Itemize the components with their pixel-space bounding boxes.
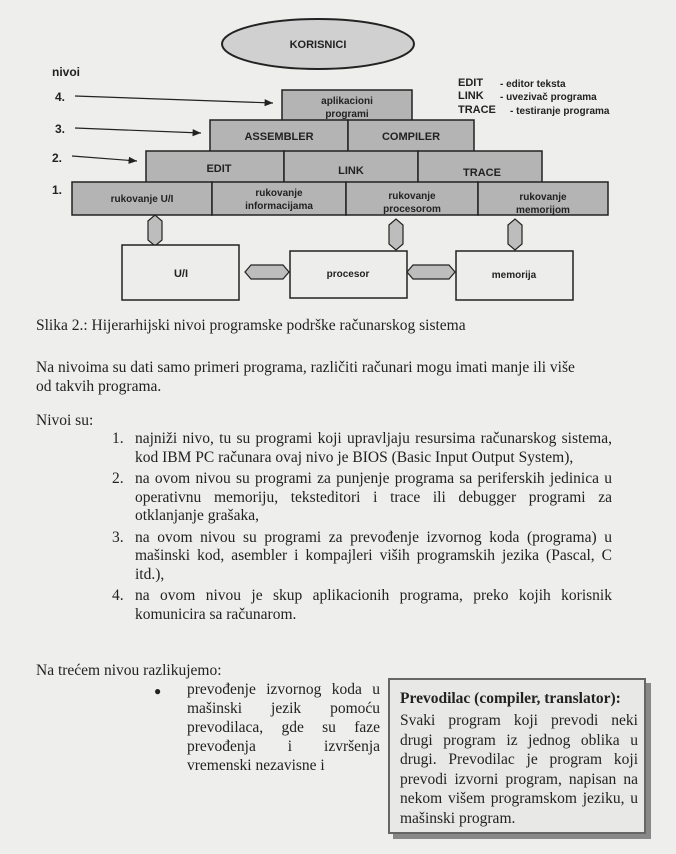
level-number-4: 4. (55, 90, 66, 104)
levels-axis-label: nivoi (52, 65, 81, 79)
definition-box (388, 678, 646, 834)
list-item-number: 4. (112, 587, 124, 604)
level-3-arrow (75, 128, 201, 133)
intro-line-1: Na nivoima su dati samo primeri programa, različiti računari mogu imati manje ili više (36, 359, 575, 376)
connector-io-vertical (148, 215, 162, 246)
level-4-arrow (75, 96, 273, 103)
level-number-1: 1. (52, 183, 63, 197)
legend-code-edit: EDIT (458, 77, 484, 89)
list-item (112, 470, 612, 526)
box-info-handling-line2: informacijama (245, 201, 313, 212)
box-application-programs-line1: aplikacioni (321, 96, 373, 107)
connector-io-processor (245, 265, 289, 279)
levels-list (112, 430, 612, 627)
definition-title: Prevodilac (compiler, translator): (400, 690, 621, 707)
box-processor-handling-line1: rukovanje (388, 191, 436, 202)
box-memory-handling-line1: rukovanje (519, 192, 567, 203)
level-2-arrow (72, 156, 137, 161)
box-compiler-label: COMPILER (381, 131, 441, 143)
level-number-2: 2. (52, 151, 63, 165)
level-number-3: 3. (55, 122, 66, 136)
list-item-text: na ovom nivou je skup aplikacionih programa, preko kojih korisnik komunicira sa računarom. (135, 587, 612, 623)
box-trace-label: TRACE (463, 167, 501, 179)
third-level-heading: Na trećem nivou razlikujemo: (36, 662, 222, 679)
list-item (112, 430, 612, 467)
levels-heading: Nivoi su: (36, 412, 94, 429)
definition-body: Svaki program koji prevodi neki drugi program iz jednog oblika u drugi. Prevodilac je program koji prevodi izvorni program, napisan na nekom višem programskom jeziku, u mašinski program. (400, 712, 638, 827)
legend-desc-edit: - editor teksta (500, 79, 566, 90)
box-io-handling-label: rukovanje U/I (110, 194, 174, 205)
box-memory-handling-line2: memorijom (516, 205, 570, 216)
legend-code-trace: TRACE (458, 104, 496, 116)
legend-desc-link: - uvezivač programa (500, 92, 597, 103)
list-item (112, 587, 612, 624)
connector-processor-memory (407, 265, 455, 279)
box-assembler-label: ASSEMBLER (244, 131, 314, 143)
list-item (112, 529, 612, 585)
list-item-text: na ovom nivou su programi za punjenje programa sa periferskih jedinica u operativnu memoriju, teksteditori i trace ili debugger programi za otklanjanje grašaka, (135, 470, 612, 524)
hw-box-processor-label: procesor (326, 269, 370, 280)
legend-desc-trace: - testiranje programa (510, 106, 610, 117)
list-item-number: 3. (112, 528, 124, 546)
intro-line-2: od takvih programa. (36, 378, 162, 395)
connector-memory-vertical (508, 219, 522, 250)
figure-caption: Slika 2.: Hijerarhijski nivoi programske podrške računarskog sistema (36, 317, 466, 334)
hw-box-memory-label: memorija (491, 270, 537, 281)
connector-processor-vertical (389, 219, 403, 250)
box-link-label: LINK (338, 165, 364, 177)
legend-code-link: LINK (458, 90, 484, 102)
box-processor-handling-line2: procesorom (383, 204, 441, 215)
box-info-handling-line1: rukovanje (255, 188, 303, 199)
list-item-number: 2. (112, 470, 124, 487)
bullet-item (154, 680, 380, 775)
hw-box-io-label: U/I (173, 268, 189, 280)
hierarchy-diagram (0, 0, 676, 310)
list-item-number: 1. (112, 430, 124, 447)
box-application-programs-line2: programi (325, 109, 369, 120)
bullet-dot-icon: ● (154, 684, 162, 698)
box-edit-label: EDIT (206, 163, 232, 175)
list-item-text: na ovom nivou su programi za prevođenje izvornog koda (programa) u mašinski kod, asembler i kompajleri viših programskih jezika (Pascal, C itd.), (135, 528, 612, 583)
users-ellipse-label: KORISNICI (289, 39, 347, 51)
bullet-text: prevođenje izvornog koda u mašinski jezik pomoću prevodilaca, gde su faze prevođenja i izvršenja vremenski nezavisne i (187, 681, 380, 774)
list-item-text: najniži nivo, tu su programi koji upravljaju resursima računarskog sistema, kod IBM PC računara ovaj nivo je BIOS (Basic Input Output System), (135, 430, 612, 466)
